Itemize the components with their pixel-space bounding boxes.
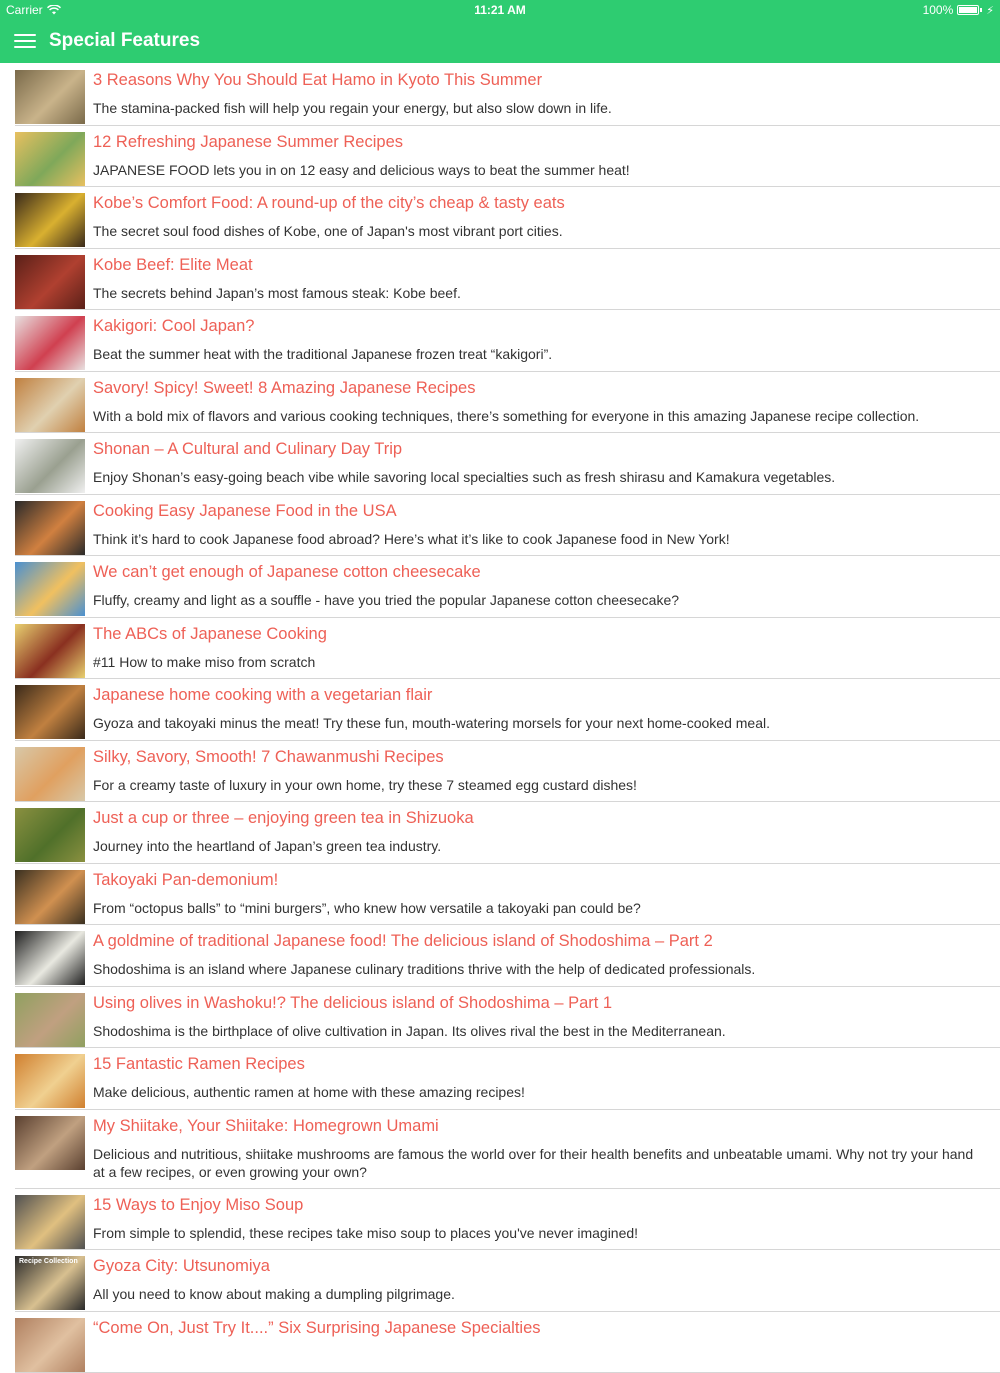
- carrier-label: Carrier: [6, 3, 43, 17]
- article-thumbnail: [15, 993, 85, 1047]
- article-row[interactable]: [15, 1250, 1000, 1312]
- article-title[interactable]: Gyoza City: Utsunomiya: [93, 1257, 990, 1276]
- article-description: Enjoy Shonan’s easy-going beach vibe while savoring local specialties such as fresh shirasu and Kamakura vegetables.: [93, 468, 986, 486]
- article-thumbnail: [15, 1318, 85, 1372]
- article-thumbnail: [15, 624, 85, 678]
- article-list[interactable]: [0, 64, 1000, 1373]
- article-description: For a creamy taste of luxury in your own home, try these 7 steamed egg custard dishes!: [93, 776, 986, 794]
- article-thumbnail: [15, 808, 85, 862]
- article-description: Journey into the heartland of Japan’s green tea industry.: [93, 837, 986, 855]
- article-thumbnail: [15, 1256, 85, 1310]
- article-row[interactable]: [15, 433, 1000, 495]
- article-row[interactable]: [15, 495, 1000, 557]
- article-description: All you need to know about making a dumpling pilgrimage.: [93, 1285, 986, 1303]
- article-row[interactable]: [15, 187, 1000, 249]
- article-thumbnail: [15, 501, 85, 555]
- article-thumbnail: [15, 378, 85, 432]
- article-thumbnail: [15, 316, 85, 370]
- article-title[interactable]: “Come On, Just Try It....” Six Surprising Japanese Specialties: [93, 1319, 990, 1338]
- article-row[interactable]: [15, 864, 1000, 926]
- article-thumbnail: [15, 132, 85, 186]
- article-thumbnail: [15, 931, 85, 985]
- article-row[interactable]: [15, 1110, 1000, 1189]
- article-title[interactable]: 15 Fantastic Ramen Recipes: [93, 1055, 990, 1074]
- article-thumbnail: [15, 193, 85, 247]
- article-title[interactable]: Takoyaki Pan-demonium!: [93, 871, 990, 890]
- battery-info: [923, 3, 994, 17]
- article-thumbnail: [15, 439, 85, 493]
- article-description: With a bold mix of flavors and various cooking techniques, there’s something for everyone in this amazing Japanese recipe collection.: [93, 407, 986, 425]
- article-row[interactable]: [15, 1312, 1000, 1373]
- article-title[interactable]: Japanese home cooking with a vegetarian flair: [93, 686, 990, 705]
- article-description: Think it’s hard to cook Japanese food abroad? Here’s what it’s like to cook Japanese food in New York!: [93, 530, 986, 548]
- article-description: Shodoshima is an island where Japanese culinary traditions thrive with the help of dedicated professionals.: [93, 960, 986, 978]
- status-bar: [0, 0, 1000, 20]
- article-title[interactable]: Kobe Beef: Elite Meat: [93, 256, 990, 275]
- article-thumbnail: [15, 1116, 85, 1170]
- article-description: Shodoshima is the birthplace of olive cultivation in Japan. Its olives rival the best in the Mediterranean.: [93, 1022, 986, 1040]
- article-title[interactable]: 15 Ways to Enjoy Miso Soup: [93, 1196, 990, 1215]
- article-title[interactable]: Shonan – A Cultural and Culinary Day Trip: [93, 440, 990, 459]
- page-title: Special Features: [49, 30, 200, 52]
- article-thumbnail: [15, 562, 85, 616]
- article-row[interactable]: [15, 1189, 1000, 1251]
- article-title[interactable]: Just a cup or three – enjoying green tea in Shizuoka: [93, 809, 990, 828]
- article-title[interactable]: 12 Refreshing Japanese Summer Recipes: [93, 133, 990, 152]
- article-thumbnail: [15, 70, 85, 124]
- battery-tip: [980, 8, 982, 12]
- clock: 11:21 AM: [0, 3, 1000, 17]
- article-thumbnail: [15, 870, 85, 924]
- article-row[interactable]: [15, 1048, 1000, 1110]
- article-thumbnail: [15, 685, 85, 739]
- article-row[interactable]: [15, 310, 1000, 372]
- charging-icon: ⚡: [986, 4, 994, 17]
- article-title[interactable]: Cooking Easy Japanese Food in the USA: [93, 502, 990, 521]
- article-description: #11 How to make miso from scratch: [93, 653, 986, 671]
- hamburger-menu-icon[interactable]: [14, 31, 36, 51]
- article-description: Beat the summer heat with the traditional Japanese frozen treat “kakigori”.: [93, 345, 986, 363]
- article-title[interactable]: Kobe’s Comfort Food: A round-up of the city’s cheap & tasty eats: [93, 194, 990, 213]
- article-row[interactable]: [15, 987, 1000, 1049]
- article-thumbnail: [15, 1195, 85, 1249]
- article-description: Delicious and nutritious, shiitake mushrooms are famous the world over for their health benefits and unbeatable umami. Why not try your hand at a few recipes, or even growing your own?: [93, 1145, 986, 1181]
- article-row[interactable]: [15, 925, 1000, 987]
- battery-percent: 100%: [923, 3, 954, 17]
- article-row[interactable]: [15, 64, 1000, 126]
- article-description: The stamina-packed fish will help you regain your energy, but also slow down in life.: [93, 99, 986, 117]
- article-title[interactable]: Silky, Savory, Smooth! 7 Chawanmushi Recipes: [93, 748, 990, 767]
- article-title[interactable]: 3 Reasons Why You Should Eat Hamo in Kyoto This Summer: [93, 71, 990, 90]
- article-description: From “octopus balls” to “mini burgers”, who knew how versatile a takoyaki pan could be?: [93, 899, 986, 917]
- article-description: Gyoza and takoyaki minus the meat! Try these fun, mouth-watering morsels for your next home-cooked meal.: [93, 714, 986, 732]
- article-description: Make delicious, authentic ramen at home with these amazing recipes!: [93, 1083, 986, 1101]
- article-title[interactable]: We can’t get enough of Japanese cotton cheesecake: [93, 563, 990, 582]
- article-title[interactable]: Savory! Spicy! Sweet! 8 Amazing Japanese Recipes: [93, 379, 990, 398]
- article-row[interactable]: [15, 679, 1000, 741]
- article-description: The secret soul food dishes of Kobe, one of Japan's most vibrant port cities.: [93, 222, 986, 240]
- article-row[interactable]: [15, 741, 1000, 803]
- article-description: From simple to splendid, these recipes take miso soup to places you've never imagined!: [93, 1224, 986, 1242]
- battery-icon: [957, 5, 979, 15]
- article-row[interactable]: [15, 618, 1000, 680]
- article-title[interactable]: The ABCs of Japanese Cooking: [93, 625, 990, 644]
- navigation-bar: [0, 20, 1000, 63]
- article-thumbnail: [15, 747, 85, 801]
- article-row[interactable]: [15, 249, 1000, 311]
- article-description: JAPANESE FOOD lets you in on 12 easy and delicious ways to beat the summer heat!: [93, 161, 986, 179]
- article-thumbnail: [15, 1054, 85, 1108]
- article-row[interactable]: [15, 556, 1000, 618]
- article-row[interactable]: [15, 372, 1000, 434]
- article-thumbnail: [15, 255, 85, 309]
- thumbnail-caption: Recipe Collection: [19, 1258, 78, 1265]
- article-title[interactable]: A goldmine of traditional Japanese food! The delicious island of Shodoshima – Part 2: [93, 932, 990, 951]
- article-row[interactable]: [15, 802, 1000, 864]
- article-title[interactable]: Kakigori: Cool Japan?: [93, 317, 990, 336]
- article-description: Fluffy, creamy and light as a souffle - have you tried the popular Japanese cotton cheesecake?: [93, 591, 986, 609]
- article-description: The secrets behind Japan’s most famous steak: Kobe beef.: [93, 284, 986, 302]
- article-row[interactable]: [15, 126, 1000, 188]
- article-title[interactable]: My Shiitake, Your Shiitake: Homegrown Umami: [93, 1117, 990, 1136]
- article-title[interactable]: Using olives in Washoku!? The delicious island of Shodoshima – Part 1: [93, 994, 990, 1013]
